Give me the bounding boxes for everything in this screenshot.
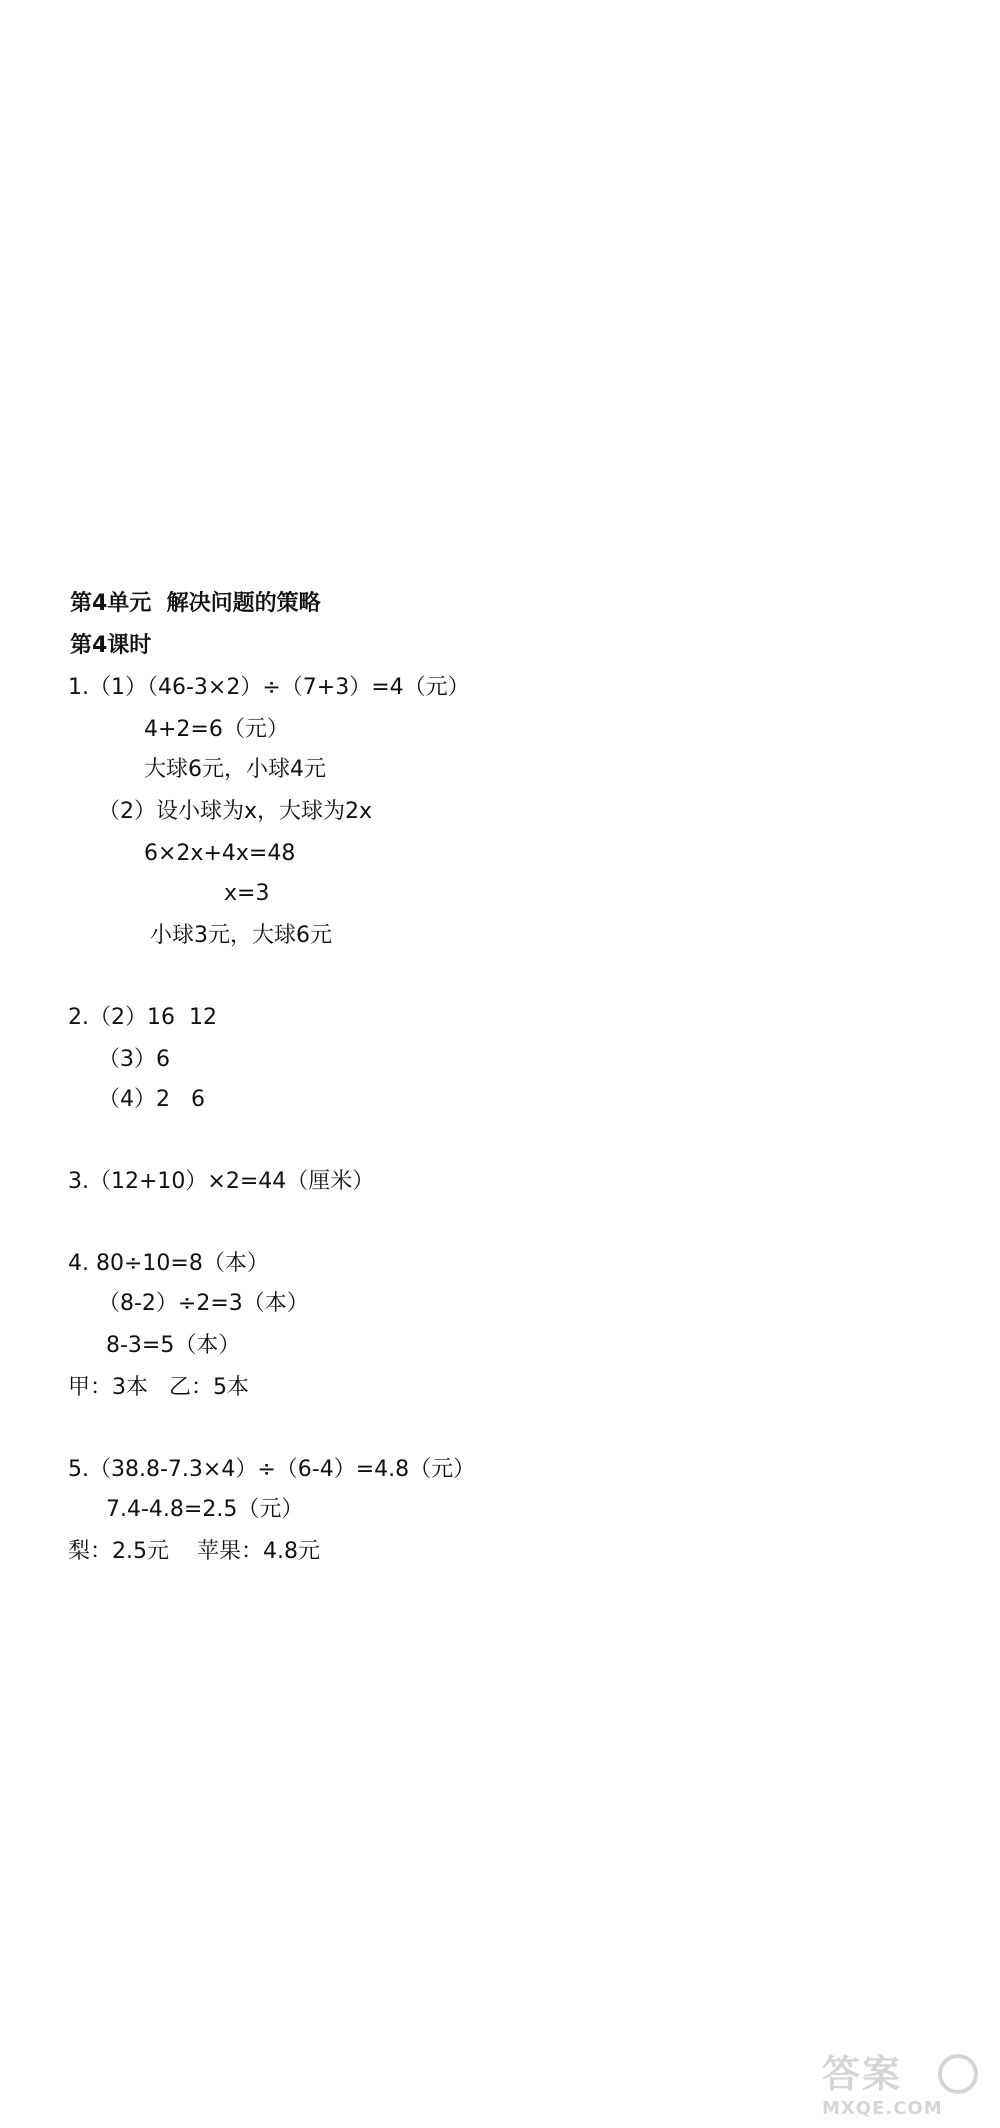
q2-line-3: （4）2 6 bbox=[98, 1087, 205, 1112]
q5-line-2: 7.4-4.8=2.5（元） bbox=[106, 1497, 304, 1522]
q1-line-7: 小球3元，大球6元 bbox=[150, 923, 332, 948]
site-watermark bbox=[822, 2052, 982, 2122]
watermark-text: 答案 bbox=[822, 2052, 903, 2096]
q1-line-3: 大球6元，小球4元 bbox=[144, 757, 326, 782]
q1-line-2: 4+2=6（元） bbox=[144, 717, 289, 742]
q4-line-3: 8-3=5（本） bbox=[106, 1333, 241, 1358]
q2-line-2: （3）6 bbox=[98, 1047, 170, 1072]
watermark-url: MXQE.COM bbox=[822, 2098, 943, 2119]
unit-title: 第4单元 解决问题的策略 bbox=[70, 591, 321, 616]
q1-line-4: （2）设小球为x，大球为2x bbox=[98, 799, 373, 824]
q4-line-4: 甲：3本 乙：5本 bbox=[68, 1375, 249, 1400]
q1-line-6: x=3 bbox=[224, 881, 270, 906]
q5-line-3: 梨：2.5元 苹果：4.8元 bbox=[68, 1539, 320, 1564]
watermark-circle-icon bbox=[938, 2054, 978, 2094]
q1-line-5: 6×2x+4x=48 bbox=[144, 841, 296, 866]
q3-line-1: 3.（12+10）×2=44（厘米） bbox=[68, 1169, 375, 1194]
q5-line-1: 5.（38.8-7.3×4）÷（6-4）=4.8（元） bbox=[68, 1457, 476, 1482]
q2-line-1: 2.（2）16 12 bbox=[68, 1005, 217, 1030]
lesson-title: 第4课时 bbox=[70, 633, 152, 658]
q4-line-1: 4. 80÷10=8（本） bbox=[68, 1251, 269, 1276]
q4-line-2: （8-2）÷2=3（本） bbox=[98, 1291, 309, 1316]
q1-line-1: 1.（1）（46-3×2）÷（7+3）=4（元） bbox=[68, 675, 470, 700]
